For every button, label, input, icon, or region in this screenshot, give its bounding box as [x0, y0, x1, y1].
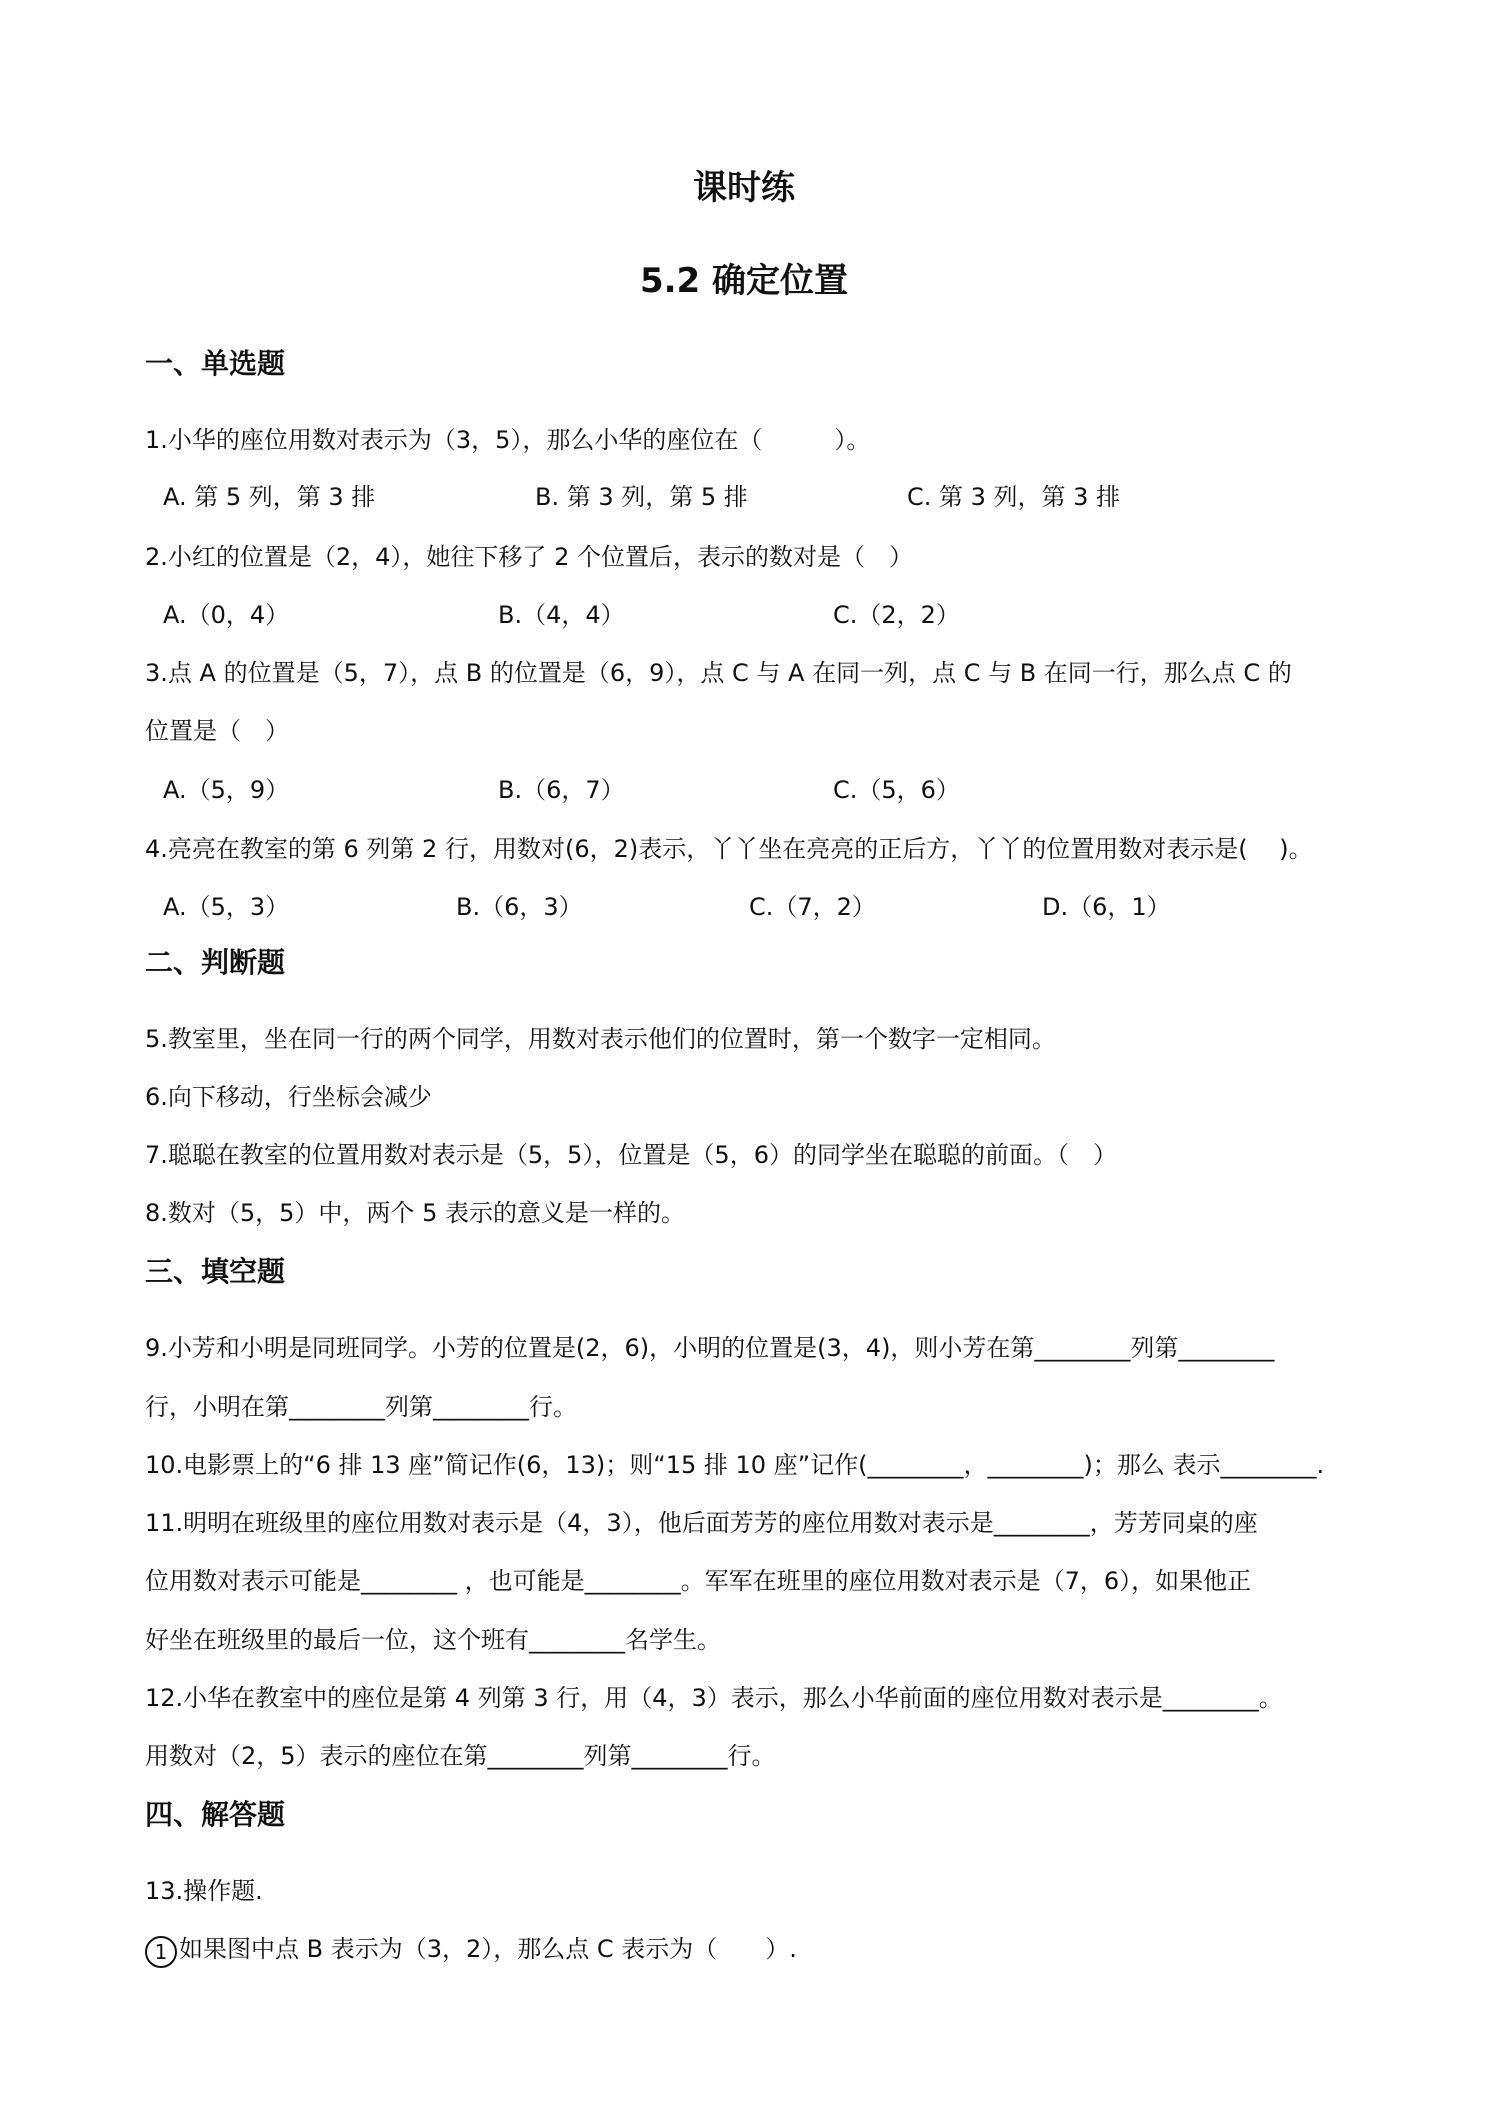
question-3-option-a: A.（5，9）: [163, 776, 290, 804]
question-4-option-b: B.（6，3）: [456, 893, 583, 921]
question-13-sub-1-text: 如果图中点 B 表示为（3，2），那么点 C 表示为（ ）.: [179, 1935, 797, 1963]
question-13-sub-1: [145, 1929, 797, 1968]
question-5: 5.教室里，坐在同一行的两个同学，用数对表示他们的位置时，第一个数字一定相同。: [145, 1025, 1056, 1053]
question-4-option-a: A.（5，3）: [163, 893, 290, 921]
question-10: 10.电影票上的“6 排 13 座”简记作(6，13)；则“15 排 10 座”记作(________，________)；那么 表示________.: [145, 1451, 1325, 1479]
question-4-option-d: D.（6，1）: [1042, 893, 1171, 921]
question-3-option-b: B.（6，7）: [498, 776, 625, 804]
question-8: 8.数对（5，5）中，两个 5 表示的意义是一样的。: [145, 1199, 685, 1227]
page-title: 课时练: [693, 168, 795, 208]
question-3-stem-line-2: 位置是（ ）: [145, 717, 289, 745]
question-1-option-b: B. 第 3 列，第 5 排: [535, 483, 748, 511]
section-heading-4: 四、解答题: [145, 1798, 286, 1831]
question-7: 7.聪聪在教室的位置用数对表示是（5，5），位置是（5，6）的同学坐在聪聪的前面。（ ）: [145, 1141, 1117, 1169]
question-1-option-c: C. 第 3 列，第 3 排: [907, 483, 1121, 511]
section-heading-1: 一、单选题: [145, 347, 286, 380]
question-2-option-a: A.（0，4）: [163, 601, 290, 629]
question-3-option-c: C.（5，6）: [833, 776, 960, 804]
question-2-option-b: B.（4，4）: [498, 601, 625, 629]
question-2-stem: 2.小红的位置是（2，4），她往下移了 2 个位置后，表示的数对是（ ）: [145, 543, 913, 571]
question-11-line-2: 位用数对表示可能是________ ，也可能是________。军军在班里的座位用数对表示是（7，6），如果他正: [145, 1567, 1252, 1595]
question-13-stem: 13.操作题.: [145, 1877, 263, 1905]
question-1-stem: 1.小华的座位用数对表示为（3，5），那么小华的座位在（ ）。: [145, 426, 871, 454]
question-11-line-3: 好坐在班级里的最后一位，这个班有________名学生。: [145, 1626, 721, 1654]
question-3-stem-line-1: 3.点 A 的位置是（5，7），点 B 的位置是（6，9），点 C 与 A 在同一列，点 C 与 B 在同一行，那么点 C 的: [145, 659, 1292, 687]
question-11-line-1: 11.明明在班级里的座位用数对表示是（4，3），他后面芳芳的座位用数对表示是________，芳芳同桌的座: [145, 1509, 1258, 1537]
question-12-line-1: 12.小华在教室中的座位是第 4 列第 3 行，用（4，3）表示，那么小华前面的座位用数对表示是________。: [145, 1684, 1283, 1712]
question-4-stem: 4.亮亮在教室的第 6 列第 2 行，用数对(6，2)表示，丫丫坐在亮亮的正后方，丫丫的位置用数对表示是( )。: [145, 835, 1313, 863]
question-12-line-2: 用数对（2，5）表示的座位在第________列第________行。: [145, 1742, 776, 1770]
section-heading-3: 三、填空题: [145, 1255, 286, 1288]
question-9-line-2: 行，小明在第________列第________行。: [145, 1393, 577, 1421]
section-heading-2: 二、判断题: [145, 946, 286, 979]
question-9-line-1: 9.小芳和小明是同班同学。小芳的位置是(2，6)，小明的位置是(3，4)，则小芳在第________列第________: [145, 1334, 1275, 1362]
question-6: 6.向下移动，行坐标会减少: [145, 1083, 432, 1111]
question-1-option-a: A. 第 5 列，第 3 排: [163, 483, 376, 511]
question-2-option-c: C.（2，2）: [833, 601, 960, 629]
circled-number-one: 1: [145, 1936, 177, 1968]
page-subtitle: 5.2 确定位置: [639, 261, 849, 301]
question-4-option-c: C.（7，2）: [749, 893, 876, 921]
